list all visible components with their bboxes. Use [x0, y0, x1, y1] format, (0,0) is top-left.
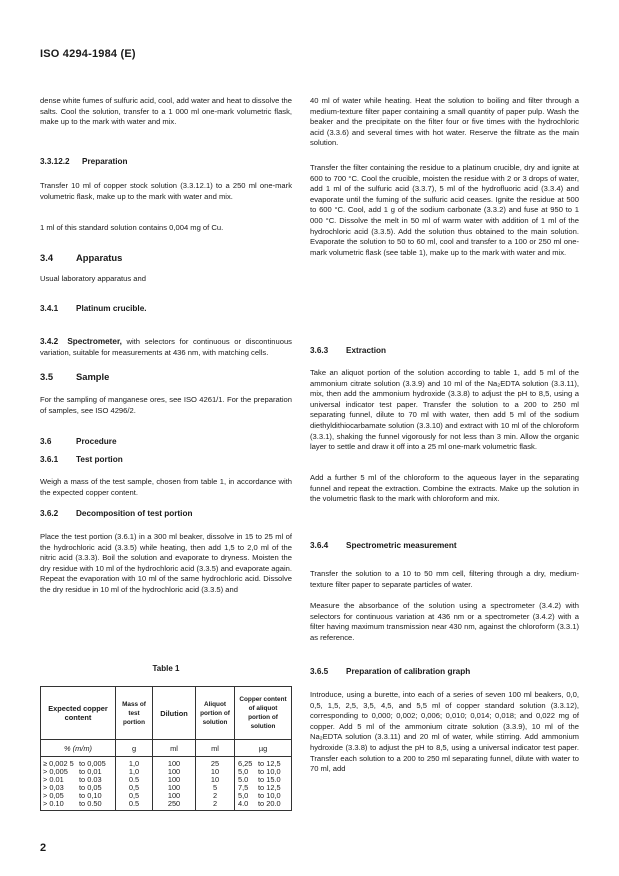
table-caption: Table 1: [152, 664, 180, 673]
range-to: to 0,01: [79, 767, 102, 776]
section-number: 3.4.2: [40, 337, 59, 346]
range-to: to 0,10: [79, 791, 102, 800]
range-to: to 15.0: [258, 775, 281, 784]
heading-3-6: [40, 437, 292, 446]
heading-3-4-1: [40, 304, 292, 313]
range-to: to 0.03: [79, 775, 102, 784]
aliquot-cell: 25: [196, 757, 235, 769]
paragraph: Measure the absorbance of the solution using a spectrometer (3.4.2) with selectors for continuous variation at 436 nm or a spectrometer (3.4.2) with a filter having maximum transmission near 430 nm, against the chloroform (3.3.1) as reference.: [310, 601, 579, 642]
aliquot-copper-cell: [235, 800, 292, 811]
dilution-cell: 250: [153, 800, 196, 811]
range-to: to 0.50: [79, 799, 102, 808]
paragraph: dense white fumes of sulfuric acid, cool, add water and heat to dissolve the salts. Cool the solution, transfer to a 1 000 ml one-mark volumetric flask, make up to the mark with water and mix.: [40, 96, 293, 127]
range-to: to 20.0: [258, 799, 281, 808]
table-header-row: [41, 687, 292, 740]
range-from: 5.0: [238, 775, 249, 784]
section-title: Preparation of calibration graph: [346, 667, 471, 676]
mass-cell: 1,0: [116, 757, 153, 769]
section-title: Decomposition of test portion: [76, 509, 193, 518]
paragraph: 1 ml of this standard solution contains 0,004 mg of Cu.: [40, 223, 224, 232]
paragraph: 40 ml of water while heating. Heat the solution to boiling and filter through a medium-texture filter paper containing a small quantity of paper pulp. Wash the beaker and the precipitate on the filter four or five times with the hydrochloric acid (3.3.6) and several times with hot water. Reserve the filtrate as the main solution.: [310, 96, 579, 148]
range-from: > 0.01: [43, 775, 64, 784]
paragraph: Usual laboratory apparatus and: [40, 274, 146, 283]
range-to: to 10,0: [258, 767, 281, 776]
heading-3-5: [40, 371, 292, 382]
section-number: 3.6.3: [310, 346, 329, 355]
paragraph: Introduce, using a burette, into each of a series of seven 100 ml beakers, 0,0, 0,5, 1,5, 2,5, 3,5, 4,5, and 5,5 ml of copper standard solution (3.3.12), corresponding to 0,000; 0,002; 0,006; 0,010; 0,014; 0,018; and 0,022 mg of copper. Add 5 ml of the ammonium citrate solution (3.3.9), 10 ml of the Na₂EDTA solution (3.3.11) and 20 ml of water, while stirring. Add ammonium hydroxide (3.3.8) to adjust the pH to 8,5, using a universal indicator test paper. Transfer each solution to a 200 to 250 ml separating funnel, dilute with water to 70 ml, add: [310, 690, 579, 774]
heading-3-6-3: [310, 346, 579, 355]
mass-cell: 0,5: [116, 784, 153, 792]
section-number: 3.3.12.2: [40, 157, 70, 166]
column-header: Mass of test portion: [116, 687, 153, 740]
range-from: > 0.10: [43, 799, 64, 808]
aliquot-cell: 10: [196, 776, 235, 784]
heading-3-6-4: [310, 541, 579, 550]
table-body: [41, 757, 292, 811]
range-from: > 0,05: [43, 791, 64, 800]
section-title: Extraction: [346, 346, 387, 355]
section-title: Platinum crucible.: [76, 304, 147, 313]
copper-content-cell: [41, 800, 116, 811]
section-number: 3.6.4: [310, 541, 329, 550]
paragraph-text: with selectors for continuous or discontinuous variation, suitable for measurements at 436 nm, with matching cells.: [40, 337, 292, 357]
unit-cell: ml: [196, 740, 235, 757]
mass-cell: 0.5: [116, 776, 153, 784]
paragraph: Place the test portion (3.6.1) in a 300 ml beaker, dissolve in 15 to 25 ml of the hydrochloric acid (3.3.5) while heating, then add 1,5 to 2,0 ml of the nitric acid (3.3.3). Boil the solution and evaporate to dryness. Moisten the dry residue with 10 ml of the hydrochloric acid (3.3.5) and evaporate again. Repeat the evaporation with 10 ml of the same hydrochloric acid. Dissolve the dry residue in 10 ml of the hydrochloric acid (3.3.5) and: [40, 532, 292, 594]
section-number: 3.6: [40, 437, 52, 446]
mass-cell: 0.5: [116, 800, 153, 811]
section-number: 3.4: [40, 252, 54, 263]
section-title: Sample: [76, 371, 110, 382]
range-from: 5,0: [238, 791, 249, 800]
heading-3-3-12-2: [40, 157, 292, 166]
range-to: to 12,5: [258, 783, 281, 792]
column-header: Expected copper content: [41, 687, 116, 740]
aliquot-cell: 5: [196, 784, 235, 792]
dilution-cell: 100: [153, 792, 196, 800]
paragraph: Transfer 10 ml of copper stock solution (3.3.12.1) to a 250 ml one-mark volumetric flask, make up to the mark with water and mix.: [40, 181, 292, 201]
dilution-cell: 100: [153, 757, 196, 769]
range-to: to 0,005: [79, 759, 106, 768]
section-number: 3.6.1: [40, 455, 59, 464]
section-title: Test portion: [76, 455, 123, 464]
section-number: 3.6.2: [40, 509, 59, 518]
range-to: to 0,05: [79, 783, 102, 792]
aliquot-cell: 10: [196, 768, 235, 776]
paragraph: Transfer the solution to a 10 to 50 mm cell, filtering through a dry, medium-texture filter paper to separate particles of water.: [310, 569, 579, 589]
range-to: to 12,5: [258, 759, 281, 768]
section-number: 3.5: [40, 371, 54, 382]
document-header: ISO 4294-1984 (E): [40, 48, 136, 60]
section-title: Apparatus: [76, 252, 123, 263]
section-number: 3.6.5: [310, 667, 329, 676]
section-number: 3.4.1: [40, 304, 59, 313]
section-title: Procedure: [76, 437, 117, 446]
range-to: to 10,0: [258, 791, 281, 800]
dilution-cell: 100: [153, 768, 196, 776]
unit-cell: ml: [153, 740, 196, 757]
unit-cell: g: [116, 740, 153, 757]
range-from: 4.0: [238, 799, 249, 808]
range-from: 5,0: [238, 767, 249, 776]
section-title: Preparation: [82, 157, 128, 166]
mass-cell: 1,0: [116, 768, 153, 776]
aliquot-cell: 2: [196, 792, 235, 800]
table-1: [40, 686, 292, 811]
unit-cell: % (m/m): [41, 740, 116, 757]
paragraph: Weigh a mass of the test sample, chosen from table 1, in accordance with the expected copper content.: [40, 477, 292, 497]
range-from: > 0,005: [43, 767, 68, 776]
table-row: [41, 800, 292, 811]
heading-3-4: [40, 252, 292, 263]
paragraph: Transfer the filter containing the residue to a platinum crucible, dry and ignite at 600 to 700 °C. Cool the crucible, moisten the residue with 2 or 3 drops of water, add 1 ml of the sulfuric acid (3.3.7), 5 ml of the hydrofluoric acid (3.3.4) and evaporate until the fuming of the sulfuric acid ceases. Ignite the residue at 500 to 600 °C. Cool, add 1 g of the sodium carbonate (3.3.2) and fuse at 950 to 1 000 °C. Dissolve the melt in 50 ml of warm water with addition of 1 ml of the hydrochloric acid (3.3.5). Add the solution thus obtained to the main solution. Evaporate the solution to 50 to 60 ml, cool and transfer to a 100 or 250 ml one-mark volumetric flask (see table 1), make up to the mark with water and mix.: [310, 163, 579, 257]
heading-3-6-1: [40, 455, 292, 464]
heading-3-6-2: [40, 509, 292, 518]
dilution-cell: 100: [153, 776, 196, 784]
aliquot-cell: 2: [196, 800, 235, 811]
range-from: ≥ 0,002 5: [43, 759, 74, 768]
section-title: Spectrometric measurement: [346, 541, 457, 550]
unit-cell: µg: [235, 740, 292, 757]
page-number: 2: [40, 842, 47, 854]
range-from: 7,5: [238, 783, 249, 792]
heading-3-6-5: [310, 667, 579, 676]
paragraph: For the sampling of manganese ores, see ISO 4261/1. For the preparation of samples, see ISO 4296/2.: [40, 395, 292, 415]
paragraph: Add a further 5 ml of the chloroform to the aqueous layer in the separating funnel and repeat the extraction. Combine the extracts. Make up the solution in the volumetric flask to the mark with chloroform and mix.: [310, 473, 579, 504]
range-from: 6,25: [238, 759, 253, 768]
range-from: > 0,03: [43, 783, 64, 792]
paragraph: Take an aliquot portion of the solution according to table 1, add 5 ml of the ammonium citrate solution (3.3.9) and 10 ml of the Na₂EDTA solution (3.3.11), mix, then add the ammonium hydroxide (3.3.8) to adjust the pH to 8,5, using a universal indicator test paper. Transfer the solution to a 200 to 250 ml separating funnel, dilute to 70 ml with water, then add 5 ml of the sodium diethyldithiocarbamate solution (3.3.10) and extract with 10 ml of the chloroform (3.3.1), shaking the funnel vigorously for not less than 3 min. Allow the organic layer to settle and draw it off into a 25 ml one-mark volumetric flask.: [310, 368, 579, 452]
column-header: Copper content of aliquot portion of solution: [235, 687, 292, 740]
paragraph-3-4-2: [40, 337, 292, 358]
mass-cell: 0,5: [116, 792, 153, 800]
dilution-cell: 100: [153, 784, 196, 792]
column-header: Aliquot portion of solution: [196, 687, 235, 740]
column-header: Dilution: [153, 687, 196, 740]
section-title: Spectrometer,: [67, 337, 122, 346]
units-row: [41, 740, 292, 757]
